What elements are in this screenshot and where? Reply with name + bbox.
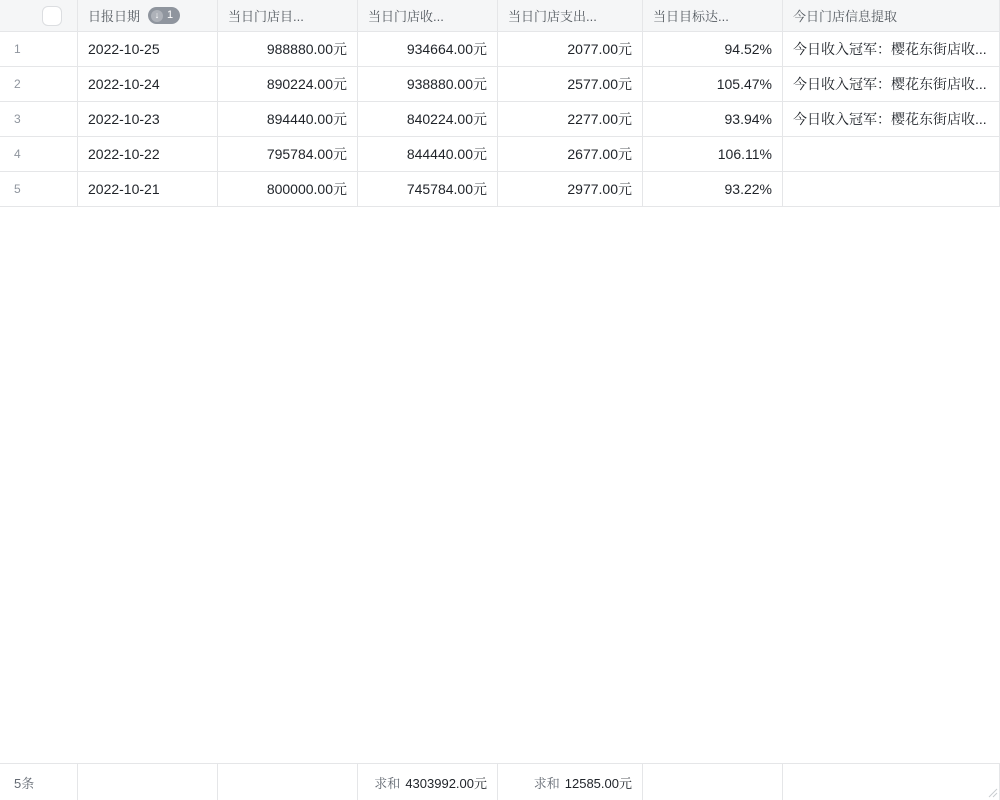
cell-income[interactable]: 934664.00元 — [358, 32, 498, 66]
select-all-checkbox[interactable] — [42, 6, 62, 26]
cell-date[interactable]: 2022-10-25 — [78, 32, 218, 66]
cell-income[interactable]: 840224.00元 — [358, 102, 498, 136]
sort-badge[interactable] — [148, 7, 180, 24]
row-number-cell[interactable] — [0, 67, 78, 101]
column-header-date[interactable] — [78, 0, 218, 31]
column-header-label: 当日目标达... — [653, 9, 729, 24]
summary-cell-date[interactable] — [78, 764, 218, 800]
empty-grid-area — [0, 207, 1000, 763]
sum-label: 求和 — [533, 775, 560, 791]
table-row — [0, 32, 1000, 67]
column-header-rate[interactable] — [643, 0, 783, 31]
cell-target[interactable]: 988880.00元 — [218, 32, 358, 66]
column-header-label: 当日门店收... — [368, 9, 444, 24]
cell-date[interactable]: 2022-10-22 — [78, 137, 218, 171]
cell-rate[interactable]: 93.94% — [643, 102, 783, 136]
cell-expense[interactable]: 2277.00元 — [498, 102, 643, 136]
sum-label: 求和 — [374, 775, 401, 791]
cell-target[interactable]: 800000.00元 — [218, 172, 358, 206]
cell-target[interactable]: 890224.00元 — [218, 67, 358, 101]
table-row — [0, 137, 1000, 172]
cell-date[interactable]: 2022-10-23 — [78, 102, 218, 136]
row-number: 3 — [14, 112, 21, 126]
cell-income[interactable]: 938880.00元 — [358, 67, 498, 101]
cell-rate[interactable]: 106.11% — [643, 137, 783, 171]
row-number-cell[interactable] — [0, 172, 78, 206]
cell-date[interactable]: 2022-10-21 — [78, 172, 218, 206]
row-number: 2 — [14, 77, 21, 91]
cell-info[interactable]: 今日收入冠军：樱花东街店收... — [783, 32, 1000, 66]
row-number-cell[interactable] — [0, 32, 78, 66]
column-header-label: 当日门店目... — [228, 9, 304, 24]
table-row — [0, 172, 1000, 207]
table-row — [0, 102, 1000, 137]
column-header-label: 当日门店支出... — [508, 9, 597, 24]
cell-rate[interactable]: 94.52% — [643, 32, 783, 66]
row-number: 5 — [14, 182, 21, 196]
cell-info[interactable] — [783, 137, 1000, 171]
cell-target[interactable]: 795784.00元 — [218, 137, 358, 171]
record-count: 5条 — [0, 764, 78, 800]
summary-bar — [0, 763, 1000, 800]
cell-rate[interactable]: 93.22% — [643, 172, 783, 206]
cell-expense[interactable]: 2577.00元 — [498, 67, 643, 101]
resize-grip-icon[interactable] — [988, 788, 998, 798]
summary-cell-income-sum[interactable] — [358, 764, 498, 800]
column-header-label: 今日门店信息提取 — [793, 9, 898, 24]
sort-order-number: 1 — [167, 9, 174, 21]
row-number: 4 — [14, 147, 21, 161]
row-number: 1 — [14, 42, 21, 56]
column-header-info[interactable] — [783, 0, 1000, 31]
sort-desc-icon: ↓ — [151, 10, 163, 22]
row-number-cell[interactable] — [0, 102, 78, 136]
cell-info[interactable]: 今日收入冠军：樱花东街店收... — [783, 102, 1000, 136]
summary-cell-target[interactable] — [218, 764, 358, 800]
cell-expense[interactable]: 2977.00元 — [498, 172, 643, 206]
cell-rate[interactable]: 105.47% — [643, 67, 783, 101]
cell-income[interactable]: 745784.00元 — [358, 172, 498, 206]
cell-income[interactable]: 844440.00元 — [358, 137, 498, 171]
cell-date[interactable]: 2022-10-24 — [78, 67, 218, 101]
cell-expense[interactable]: 2077.00元 — [498, 32, 643, 66]
sum-value: 4303992.00元 — [405, 775, 487, 791]
row-number-cell[interactable] — [0, 137, 78, 171]
table-header-row — [0, 0, 1000, 32]
cell-info[interactable]: 今日收入冠军：樱花东街店收... — [783, 67, 1000, 101]
table-row — [0, 67, 1000, 102]
summary-cell-info[interactable] — [783, 764, 1000, 800]
column-header-expense[interactable] — [498, 0, 643, 31]
column-header-label: 日报日期 — [88, 9, 141, 24]
summary-cell-expense-sum[interactable] — [498, 764, 643, 800]
sum-value: 12585.00元 — [564, 775, 632, 791]
summary-cell-rate[interactable] — [643, 764, 783, 800]
select-all-cell — [0, 0, 78, 31]
cell-target[interactable]: 894440.00元 — [218, 102, 358, 136]
column-header-target[interactable] — [218, 0, 358, 31]
cell-info[interactable] — [783, 172, 1000, 206]
cell-expense[interactable]: 2677.00元 — [498, 137, 643, 171]
column-header-income[interactable] — [358, 0, 498, 31]
